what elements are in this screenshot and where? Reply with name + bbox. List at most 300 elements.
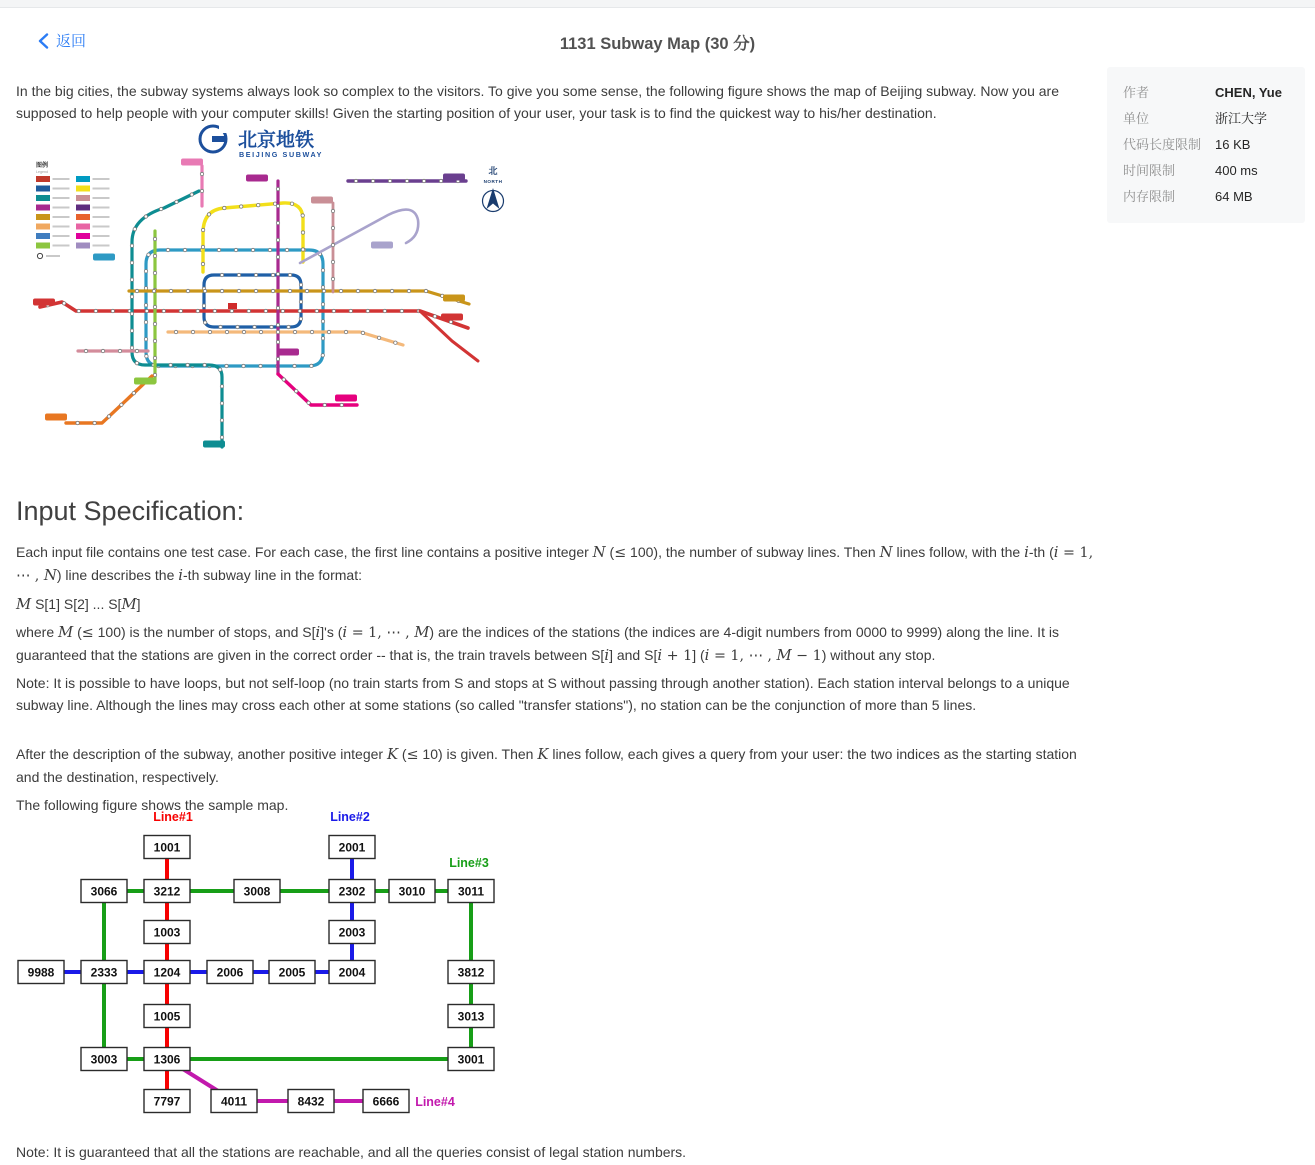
math-segment: M: [414, 624, 430, 641]
station-dot: [174, 330, 177, 333]
math-segment: K: [537, 746, 549, 763]
station-label-4011: 4011: [220, 1094, 248, 1109]
station-dot: [310, 330, 313, 333]
math-segment: i: [1024, 544, 1029, 561]
station-dot: [159, 207, 162, 210]
station-label-2302: 2302: [338, 884, 366, 899]
text-segment: (: [605, 544, 615, 560]
station-dot: [107, 415, 110, 418]
legend-label-placeholder: [46, 255, 60, 257]
line-label-line4: Line#4: [415, 1095, 455, 1109]
station-dot: [321, 354, 324, 357]
legend-label-placeholder: [53, 178, 70, 180]
legend-label-placeholder: [53, 245, 70, 247]
station-dot: [130, 261, 133, 264]
station-dot: [242, 330, 245, 333]
station-dot: [251, 248, 254, 251]
station-dot: [153, 237, 156, 240]
station-dot: [153, 339, 156, 342]
station-dot: [84, 349, 87, 352]
station-dot: [321, 303, 324, 306]
station-dot: [344, 330, 347, 333]
station-dot: [377, 336, 380, 339]
station-dot: [220, 289, 223, 292]
math-segment: i: [604, 647, 610, 664]
logo-title-cn: 北京地铁: [238, 130, 315, 151]
station-dot: [93, 421, 96, 424]
legend-label-placeholder: [93, 226, 110, 228]
legend-swatch: [36, 214, 50, 220]
station-dot: [322, 289, 325, 292]
input-spec-paragraph-2: [16, 621, 1094, 667]
station-dot: [253, 325, 256, 328]
metro-line: [203, 203, 303, 272]
text-segment: After the description of the subway, another positive integer: [16, 746, 387, 762]
math-segment: K: [386, 746, 399, 763]
math-segment: N: [43, 567, 57, 584]
line-name-chip: [134, 378, 156, 385]
station-dot: [144, 287, 147, 290]
landmark-icon: [228, 303, 237, 309]
station-dot: [287, 325, 290, 328]
station-dot: [153, 356, 156, 359]
station-label-2333: 2333: [90, 965, 118, 980]
legend-label-placeholder: [93, 235, 110, 237]
legend-label-placeholder: [93, 207, 110, 209]
meta-row-author: [1123, 80, 1289, 106]
station-dot: [354, 179, 357, 182]
legend-swatch: [36, 195, 50, 201]
station-dot: [295, 389, 298, 392]
station-dot: [290, 202, 293, 205]
station-dot: [130, 278, 133, 281]
line-name-chip: [311, 197, 333, 204]
station-dot: [135, 361, 138, 364]
station-dot: [94, 309, 97, 312]
station-dot: [237, 289, 240, 292]
math-segment: M: [121, 596, 137, 613]
station-dot: [230, 309, 233, 312]
station-dot: [276, 272, 279, 275]
station-dot: [331, 243, 334, 246]
input-specification-heading: Input Specification:: [16, 496, 245, 527]
station-dot: [179, 309, 182, 312]
station-dot: [225, 330, 228, 333]
station-dot: [133, 227, 136, 230]
line-name-chip: [371, 242, 393, 249]
station-dot: [310, 364, 313, 367]
bottom-note: [16, 1141, 1094, 1163]
legend-subtitle: Legend: [36, 170, 48, 174]
station-dot: [203, 363, 206, 366]
station-dot: [208, 330, 211, 333]
station-dot: [153, 305, 156, 308]
line-name-chip: [443, 295, 465, 302]
text-segment: S[1] S[2] ... S[: [31, 596, 122, 612]
station-dot: [361, 331, 364, 334]
beijing-subway-map-canvas: [16, 114, 508, 455]
text-segment: 100), the number of subway lines. Then: [626, 544, 880, 560]
meta-value: 400 ms: [1215, 163, 1258, 178]
station-dot: [153, 254, 156, 257]
station-dot: [135, 289, 138, 292]
line-name-chip: [246, 175, 268, 182]
text-segment: where: [16, 624, 59, 640]
meta-value: 浙江大学: [1215, 111, 1268, 126]
station-dot: [130, 312, 133, 315]
station-dot: [162, 309, 165, 312]
station-dot: [120, 403, 123, 406]
legend-label-placeholder: [53, 197, 70, 199]
station-label-7797: 7797: [153, 1094, 181, 1109]
station-label-9988: 9988: [27, 965, 55, 980]
station-dot: [271, 289, 274, 292]
legend-label-placeholder: [93, 197, 110, 199]
station-dot: [190, 193, 193, 196]
station-dot: [301, 248, 304, 251]
metro-line: [300, 210, 418, 263]
station-dot: [183, 248, 186, 251]
station-dot: [257, 203, 260, 206]
station-dot: [200, 172, 203, 175]
station-dot: [196, 309, 199, 312]
station-dot: [321, 337, 324, 340]
meta-row-code-limit: [1123, 132, 1289, 158]
station-dot: [349, 309, 352, 312]
station-dot: [433, 315, 436, 318]
station-dot: [394, 341, 397, 344]
station-dot: [169, 363, 172, 366]
station-dot: [144, 304, 147, 307]
station-dot: [101, 349, 104, 352]
station-dot: [407, 289, 410, 292]
station-dot: [207, 213, 210, 216]
station-dot: [220, 385, 223, 388]
station-dot: [307, 401, 310, 404]
station-dot: [254, 273, 257, 276]
station-dot: [299, 300, 302, 303]
legend-swatch: [76, 186, 90, 192]
legend-swatch: [76, 243, 90, 249]
back-label: 返回: [56, 33, 87, 50]
station-dot: [422, 179, 425, 182]
station-dot: [321, 286, 324, 289]
station-dot: [220, 419, 223, 422]
station-dot: [169, 289, 172, 292]
station-dot: [201, 228, 204, 231]
station-dot: [186, 363, 189, 366]
station-dot: [153, 322, 156, 325]
station-dot: [220, 436, 223, 439]
legend-swatch: [36, 243, 50, 249]
math-segment: + 1: [662, 648, 693, 664]
station-dot: [152, 289, 155, 292]
beijing-subway-map-figure: [16, 114, 508, 455]
station-dot: [331, 260, 334, 263]
text-segment: Note: It is guaranteed that all the stations are reachable, and all the queries consist of legal station numbers.: [16, 1144, 687, 1160]
station-dot: [366, 309, 369, 312]
station-dot: [339, 289, 342, 292]
text-segment: ) line describes the: [56, 567, 179, 583]
line-name-chip: [203, 441, 225, 448]
text-segment: ) without any stop.: [821, 647, 936, 663]
station-dot: [225, 364, 228, 367]
station-dot: [331, 226, 334, 229]
station-dot: [220, 402, 223, 405]
station-dot: [259, 364, 262, 367]
station-dot: [254, 289, 257, 292]
math-segment: M: [58, 624, 74, 641]
math-segment: M: [16, 596, 32, 613]
station-dot: [276, 187, 279, 190]
meta-value: 16 KB: [1215, 137, 1251, 152]
station-dot: [240, 205, 243, 208]
station-dot: [203, 289, 206, 292]
station-label-2006: 2006: [216, 965, 244, 980]
text-segment: ] (: [692, 647, 705, 663]
station-dot: [217, 248, 220, 251]
station-dot: [247, 309, 250, 312]
station-dot: [276, 357, 279, 360]
station-dot: [200, 189, 203, 192]
math-segment: ≤: [614, 545, 627, 561]
meta-row-time-limit: [1123, 158, 1289, 184]
queries-paragraph: [16, 743, 1094, 788]
north-label-cn: 北: [488, 166, 498, 176]
station-dot: [298, 309, 301, 312]
station-dot: [264, 309, 267, 312]
line-name-chip: [33, 299, 55, 306]
top-divider-bar: [0, 0, 1315, 8]
sample-map-figure: [16, 806, 516, 1122]
math-segment: ≤: [81, 625, 94, 641]
station-dot: [218, 368, 221, 371]
station-dot: [373, 289, 376, 292]
station-dot: [405, 179, 408, 182]
text-segment: ]'s (: [320, 624, 343, 640]
page-title: 1131 Subway Map (30 分): [559, 35, 756, 53]
legend-label-placeholder: [53, 235, 70, 237]
station-dot: [76, 421, 79, 424]
text-segment: 100) is the number of stops, and S[: [93, 624, 316, 640]
station-dot: [62, 302, 65, 305]
station-dot: [203, 321, 206, 324]
station-label-8432: 8432: [297, 1094, 325, 1109]
legend-swatch: [76, 205, 90, 211]
line-label-line2: Line#2: [330, 810, 370, 824]
station-dot: [276, 238, 279, 241]
math-segment: i: [315, 624, 321, 641]
station-dot: [147, 253, 150, 256]
station-label-3812: 3812: [457, 965, 485, 980]
metro-line: [204, 275, 301, 327]
meta-row-memory-limit: [1123, 184, 1289, 210]
meta-label: 代码长度限制: [1123, 137, 1202, 152]
station-dot: [186, 289, 189, 292]
legend-label-placeholder: [53, 216, 70, 218]
meta-row-organization: [1123, 106, 1289, 132]
station-dot: [282, 378, 285, 381]
station-dot: [424, 289, 427, 292]
station-dot: [288, 273, 291, 276]
station-label-1204: 1204: [153, 965, 181, 980]
station-dot: [144, 270, 147, 273]
station-dot: [281, 309, 284, 312]
metro-line: [168, 332, 403, 345]
metro-line: [40, 302, 468, 328]
station-dot: [276, 330, 279, 333]
meta-label: 时间限制: [1123, 163, 1176, 178]
station-dot: [118, 349, 121, 352]
loops-note-paragraph: [16, 672, 1094, 716]
math-segment: i: [704, 647, 710, 664]
station-label-3011: 3011: [457, 884, 485, 899]
station-dot: [371, 179, 374, 182]
legend-swatch: [76, 214, 90, 220]
station-dot: [340, 403, 343, 406]
text-segment: The following figure shows the sample map.: [16, 797, 289, 813]
beijing-subway-logo-icon: [219, 123, 228, 133]
legend-label-placeholder: [93, 188, 110, 190]
station-dot: [175, 200, 178, 203]
station-dot: [219, 325, 222, 328]
station-dot: [220, 273, 223, 276]
station-dot: [276, 323, 279, 326]
station-dot: [130, 244, 133, 247]
station-dot: [288, 289, 291, 292]
station-dot: [259, 330, 262, 333]
math-segment: − 1: [791, 648, 822, 664]
station-dot: [276, 255, 279, 258]
station-dot: [276, 221, 279, 224]
legend-swatch: [36, 176, 50, 182]
station-label-3212: 3212: [153, 884, 181, 899]
line-name-chip: [45, 414, 67, 421]
station-dot: [234, 248, 237, 251]
text-segment: -th (: [1028, 544, 1054, 560]
station-dot: [449, 320, 452, 323]
math-segment: ≤: [406, 747, 419, 763]
station-dot: [321, 269, 324, 272]
station-dot: [130, 346, 133, 349]
meta-label: 内存限制: [1123, 189, 1176, 204]
legend-loop-icon: [37, 253, 42, 258]
station-dot: [111, 309, 114, 312]
station-dot: [332, 309, 335, 312]
station-dot: [331, 277, 334, 280]
legend-label-placeholder: [53, 226, 70, 228]
station-label-3003: 3003: [90, 1052, 118, 1067]
line-label-line1: Line#1: [153, 810, 193, 824]
station-dot: [299, 283, 302, 286]
text-segment: Note: It is possible to have loops, but not self-loop (no train starts from S and stops at S without passing through another station). Each station interval belongs to a unique subway line. Although the lines may cross each other at some stations (so called "transfer stations"), no station can be the conjunction of more than 5 lines.: [16, 675, 1070, 713]
math-segment: = 1, ⋯ ,: [16, 545, 1094, 584]
meta-value: 64 MB: [1215, 189, 1253, 204]
station-dot: [383, 309, 386, 312]
text-segment: ]: [136, 596, 141, 612]
station-dot: [202, 304, 205, 307]
station-label-6666: 6666: [372, 1094, 400, 1109]
problem-meta-panel: [1107, 67, 1305, 223]
station-dot: [270, 325, 273, 328]
input-spec-paragraph-1: [16, 541, 1094, 587]
station-dot: [285, 248, 288, 251]
line-name-chip: [181, 159, 203, 166]
station-dot: [388, 179, 391, 182]
station-dot: [144, 321, 147, 324]
legend-swatch: [36, 186, 50, 192]
station-dot: [145, 309, 148, 312]
math-segment: M: [776, 647, 792, 664]
station-dot: [315, 309, 318, 312]
station-label-2001: 2001: [338, 840, 366, 855]
station-dot: [331, 209, 334, 212]
line-name-chip: [441, 314, 463, 321]
text-segment: (: [398, 746, 407, 762]
station-dot: [130, 329, 133, 332]
line-name-chip: [335, 395, 357, 402]
legend-swatch: [76, 233, 90, 239]
station-dot: [439, 179, 442, 182]
station-dot: [276, 204, 279, 207]
math-segment: = 1, ⋯ ,: [709, 648, 777, 664]
station-dot: [153, 271, 156, 274]
station-dot: [299, 317, 302, 320]
station-label-3010: 3010: [398, 884, 426, 899]
math-segment: i: [1053, 544, 1059, 561]
station-dot: [145, 355, 148, 358]
legend-swatch: [36, 205, 50, 211]
station-dot: [276, 340, 279, 343]
station-dot: [268, 248, 271, 251]
station-dot: [400, 309, 403, 312]
station-dot: [77, 309, 80, 312]
station-dot: [130, 295, 133, 298]
station-dot: [271, 273, 274, 276]
legend-label-placeholder: [93, 178, 110, 180]
text-segment: lines follow, with the: [892, 544, 1025, 560]
text-segment: (: [73, 624, 82, 640]
legend-label-placeholder: [53, 188, 70, 190]
station-label-3013: 3013: [457, 1009, 485, 1024]
line-label-line3: Line#3: [449, 856, 489, 870]
station-dot: [201, 262, 204, 265]
text-segment: lines follow, each gives a query from your user: the two indices as the starting station and the destination, respectively.: [16, 746, 1077, 785]
math-segment: i: [178, 567, 184, 584]
legend-swatch: [76, 224, 90, 230]
station-label-1005: 1005: [153, 1009, 181, 1024]
station-dot: [144, 215, 147, 218]
math-segment: N: [879, 544, 893, 561]
legend-label-placeholder: [53, 207, 70, 209]
text-segment: In the big cities, the subway systems always look so complex to the visitors. To give you some sense, the following figure shows the map of Beijing subway. Now you are supposed to help people with your computer skills! Given the starting position of your user, your task is to find the quickest way to his/her destination.: [16, 83, 1059, 121]
station-dot: [135, 349, 138, 352]
station-dot: [223, 206, 226, 209]
text-segment: -th subway line in the format:: [183, 567, 362, 583]
legend-label-placeholder: [93, 245, 110, 247]
text-segment: 10) is given. Then: [418, 746, 538, 762]
station-dot: [321, 320, 324, 323]
line-name-chip: [277, 349, 299, 356]
station-dot: [144, 338, 147, 341]
text-segment: ) are the indices of the stations (the indices are 4-digit numbers from 0000 to 9999) along the line. It is guaranteed that the stations are given in the correct order -- that is, the train travels between S[: [16, 624, 1059, 663]
station-dot: [191, 330, 194, 333]
station-label-2003: 2003: [338, 925, 366, 940]
legend-swatch: [76, 195, 90, 201]
line-name-chip: [93, 254, 115, 261]
meta-label: 作者: [1123, 85, 1150, 100]
station-label-3066: 3066: [90, 884, 118, 899]
